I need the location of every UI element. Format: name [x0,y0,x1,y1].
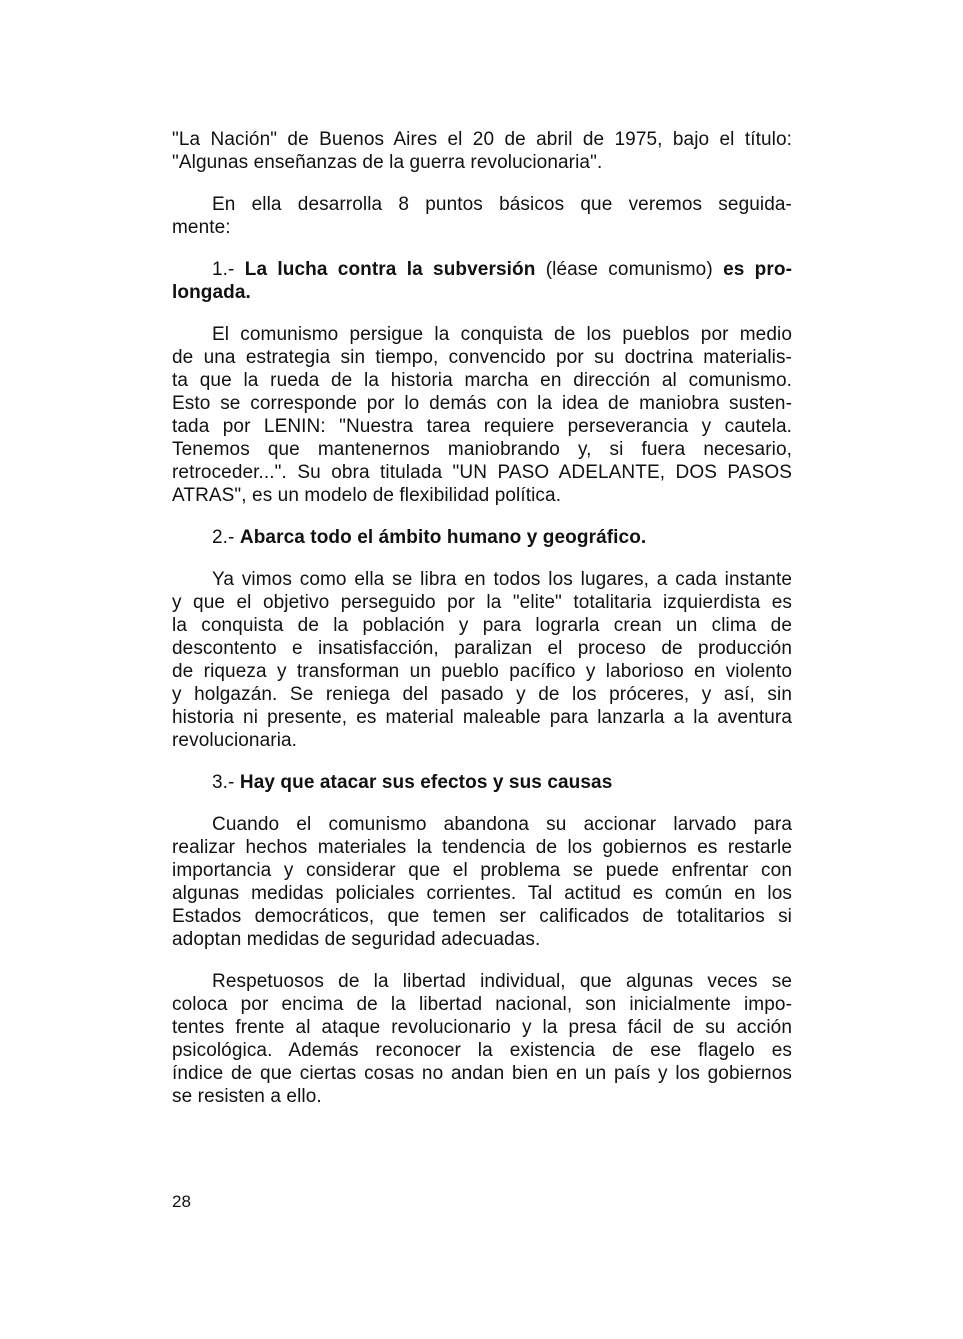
heading-line [172,526,792,549]
heading-bold-text: es pro- [723,259,792,280]
section-heading-2 [172,526,792,549]
paragraph-points [172,193,792,239]
text-line: de riqueza y transforman un pueblo pacífico y laborioso en violento [172,661,792,682]
text-line: coloca por encima de la libertad nacional, son inicialmente impo- [172,994,792,1015]
text-line: índice de que ciertas cosas no andan bien en un país y los gobiernos [172,1063,792,1084]
text-line: Cuando el comunismo abandona su accionar larvado para [212,814,792,835]
text-line: "La Nación" de Buenos Aires el 20 de abril de 1975, bajo el título: [172,129,792,150]
heading-normal-text: (léase comunismo) [535,259,724,280]
section-heading-3 [172,771,792,794]
heading-number: 1.- [212,259,235,280]
text-line: En ella desarrolla 8 puntos básicos que veremos seguida- [212,194,792,215]
text-line: realizar hechos materiales la tendencia de los gobiernos es restarle [172,837,792,858]
heading-bold-text: Abarca todo el ámbito humano y geográfico. [239,527,647,548]
text-line: mente: [172,217,231,238]
paragraph-intro [172,128,792,174]
heading-line [172,281,792,304]
text-line: y holgazán. Se reniega del pasado y de los próceres, y así, sin [172,684,792,705]
text-line: retroceder...". Su obra titulada "UN PASO ADELANTE, DOS PASOS [172,462,792,483]
text-line: de una estrategia sin tiempo, convencido por su doctrina materialis- [172,347,792,368]
text-line: Esto se corresponde por lo demás con la idea de maniobra susten- [172,393,792,414]
text-line: Respetuosos de la libertad individual, que algunas veces se [212,971,792,992]
text-line: descontento e insatisfacción, paralizan el proceso de producción [172,638,792,659]
heading-bold-text: longada. [172,282,251,303]
text-line: El comunismo persigue la conquista de los pueblos por medio [212,324,792,345]
text-line: adoptan medidas de seguridad adecuadas. [172,929,541,950]
text-line: "Algunas enseñanzas de la guerra revolucionaria". [172,152,603,173]
paragraph-gobiernos [172,813,792,951]
heading-line [172,258,792,281]
paragraph-libertad [172,970,792,1108]
page-number: 28 [172,1192,191,1211]
heading-bold-text: La lucha contra la subversión [244,259,536,280]
section-heading-1 [172,258,792,304]
heading-number: 3.- [212,772,235,793]
text-line: y que el objetivo perseguido por la "elite" totalitaria izquierdista es [172,592,792,613]
heading-bold-text: Hay que atacar sus efectos y sus causas [239,772,613,793]
page-body [172,128,792,1127]
text-line: historia ni presente, es material maleable para lanzarla a la aventura [172,707,792,728]
paragraph-elite [172,568,792,752]
text-line: ta que la rueda de la historia marcha en dirección al comunismo. [172,370,792,391]
text-line: importancia y considerar que el problema se puede enfrentar con [172,860,792,881]
text-line: Ya vimos como ella se libra en todos los lugares, a cada instante [212,569,792,590]
heading-line [172,771,792,794]
text-line: tentes frente al ataque revolucionario y la presa fácil de su acción [172,1017,792,1038]
text-line: algunas medidas policiales corrientes. Tal actitud es común en los [172,883,792,904]
text-line: revolucionaria. [172,730,298,751]
heading-number: 2.- [212,527,235,548]
text-line: se resisten a ello. [172,1086,322,1107]
text-line: tada por LENIN: "Nuestra tarea requiere perseverancia y cautela. [172,416,792,437]
text-line: Tenemos que mantenernos maniobrando y, si fuera necesario, [172,439,792,460]
text-line: psicológica. Además reconocer la existencia de ese flagelo es [172,1040,792,1061]
text-line: Estados democráticos, que temen ser calificados de totalitarios si [172,906,792,927]
text-line: la conquista de la población y para lograrla crean un clima de [172,615,792,636]
paragraph-lenin [172,323,792,507]
text-line: ATRAS", es un modelo de flexibilidad política. [172,485,562,506]
